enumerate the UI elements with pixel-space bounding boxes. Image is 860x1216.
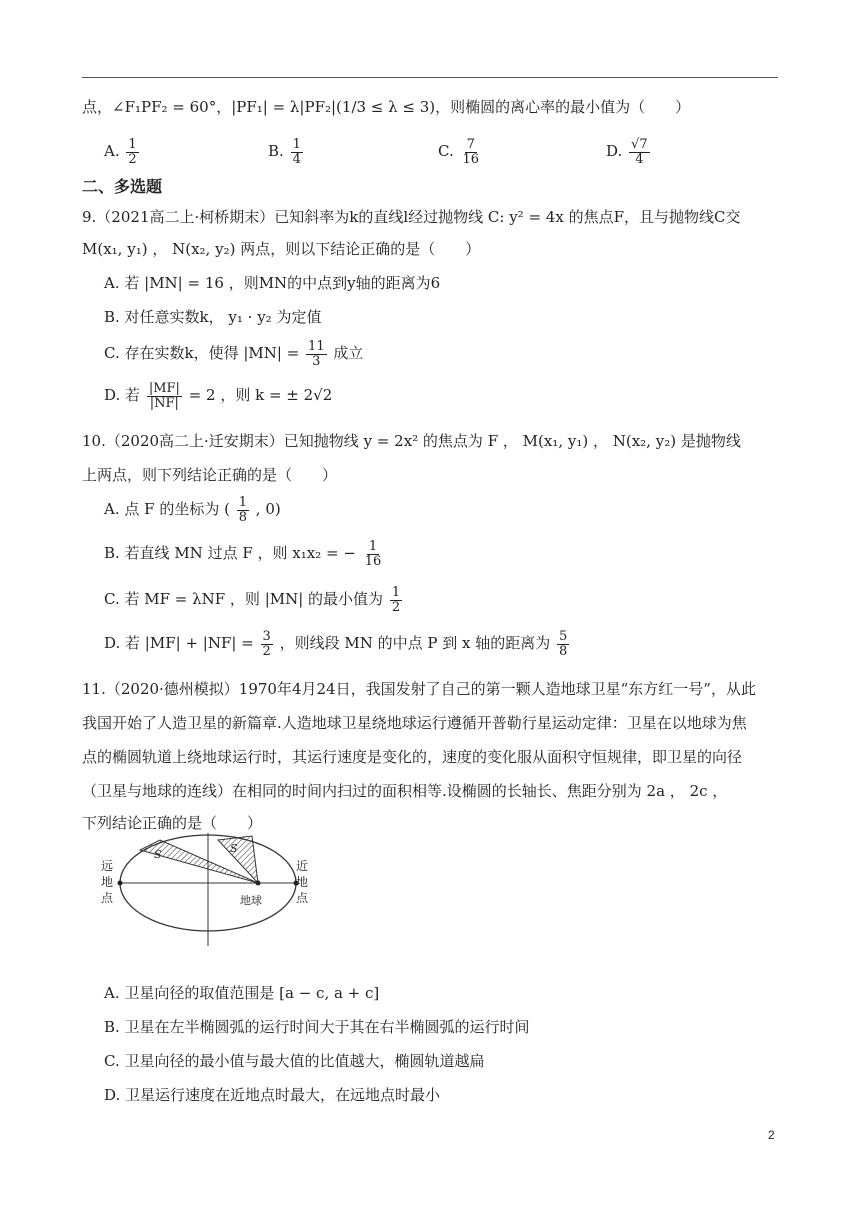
q8-option-b: B. $\frac{1}{4}$ xyxy=(268,137,301,167)
q11-stem-line3: 点的椭圆轨道上绕地球运行时，其运行速度是变化的，速度的变化服从面积守恒规律，即卫星的向径 xyxy=(82,748,743,766)
q10-option-a: A. 点 F 的坐标为 ( $\frac{1}{8}$ , 0) xyxy=(104,495,281,525)
q8-option-d: D. $\frac{√7}{4}$ xyxy=(606,137,648,167)
earth-label: 地球 xyxy=(240,894,262,907)
q10-option-b: B. 若直线 MN 过点 F ，则 x₁x₂ = − $\frac{1}{16}$ xyxy=(104,539,382,569)
q11-option-b: B. 卫星在左半椭圆弧的运行时间大于其在右半椭圆弧的运行时间 xyxy=(104,1018,530,1036)
q8-option-a: A. $\frac{1}{2}$ xyxy=(104,137,137,167)
top-rule xyxy=(82,77,778,78)
far-point-label: 远地点 xyxy=(101,859,114,905)
q11-stem-line2: 我国开始了人造卫星的新篇章.人造地球卫星绕地球运行遵循开普勒行星运动定律：卫星在以地球为焦 xyxy=(82,714,747,732)
q11-option-c: C. 卫星向径的最小值与最大值的比值越大，椭圆轨道越扁 xyxy=(104,1052,485,1070)
q10-option-c: C. 若 MF = λNF ，则 |MN| 的最小值为 $\frac{1}{2}$ xyxy=(104,585,401,615)
q10-option-d: D. 若 |MF| + |NF| = $\frac{3}{2}$ ，则线段 MN 的中点 P 到 x 轴的距离为 $\frac{5}{8}$ xyxy=(104,629,568,659)
q8-stem: 点，∠F₁PF₂ = 60°，|PF₁| = λ|PF₂|(1/3 ≤ λ ≤ 3)，则椭圆的离心率的最小值为（ ） xyxy=(82,98,691,116)
orbit-diagram xyxy=(100,828,320,948)
q8-option-c: C. $\frac{7}{16}$ xyxy=(438,137,480,167)
area-label-right: S xyxy=(230,842,238,855)
page-number: 2 xyxy=(768,1128,775,1142)
q11-option-d: D. 卫星运行速度在近地点时最大，在远地点时最小 xyxy=(104,1086,441,1104)
area-label-left: S xyxy=(154,848,162,861)
q11-stem-line1: 11.（2020·德州模拟）1970年4月24日，我国发射了自己的第一颗人造地球卫星“东方红一号”，从此 xyxy=(82,680,756,698)
far-point-dot xyxy=(118,881,123,886)
q10-stem-line2: 上两点，则下列结论正确的是（ ） xyxy=(82,466,338,484)
q9-stem-line1: 9.（2021高二上·柯桥期末）已知斜率为k的直线l经过抛物线 C: y² = 4x 的焦点F，且与抛物线C交 xyxy=(82,208,741,226)
q11-stem-line5: 下列结论正确的是（ ） xyxy=(82,814,263,832)
q11-option-a: A. 卫星向径的取值范围是 [a − c, a + c] xyxy=(104,984,380,1002)
q9-option-a: A. 若 |MN| = 16 ，则MN的中点到y轴的距离为6 xyxy=(104,274,441,292)
q9-option-b: B. 对任意实数k， y₁ · y₂ 为定值 xyxy=(104,308,322,326)
section-title: 二、多选题 xyxy=(82,177,163,196)
q9-option-c: C. 存在实数k，使得 |MN| = $\frac{11}{3}$ 成立 xyxy=(104,339,364,369)
q9-stem-line2: M(x₁, y₁) ， N(x₂, y₂) 两点，则以下结论正确的是（ ） xyxy=(82,240,481,258)
q10-stem-line1: 10.（2020高二上·迁安期末）已知抛物线 y = 2x² 的焦点为 F ， M(x₁, y₁) ， N(x₂, y₂) 是抛物线 xyxy=(82,432,741,450)
q11-stem-line4: （卫星与地球的连线）在相同的时间内扫过的面积相等.设椭圆的长轴长、焦距分别为 2a ， 2c ， xyxy=(82,782,728,800)
q9-option-d: D. 若 $\frac{|MF|}{|NF|}$ = 2 ，则 k = ± 2√2 xyxy=(104,381,333,411)
earth-dot xyxy=(256,881,261,886)
near-point-label: 近地点 xyxy=(296,859,309,905)
